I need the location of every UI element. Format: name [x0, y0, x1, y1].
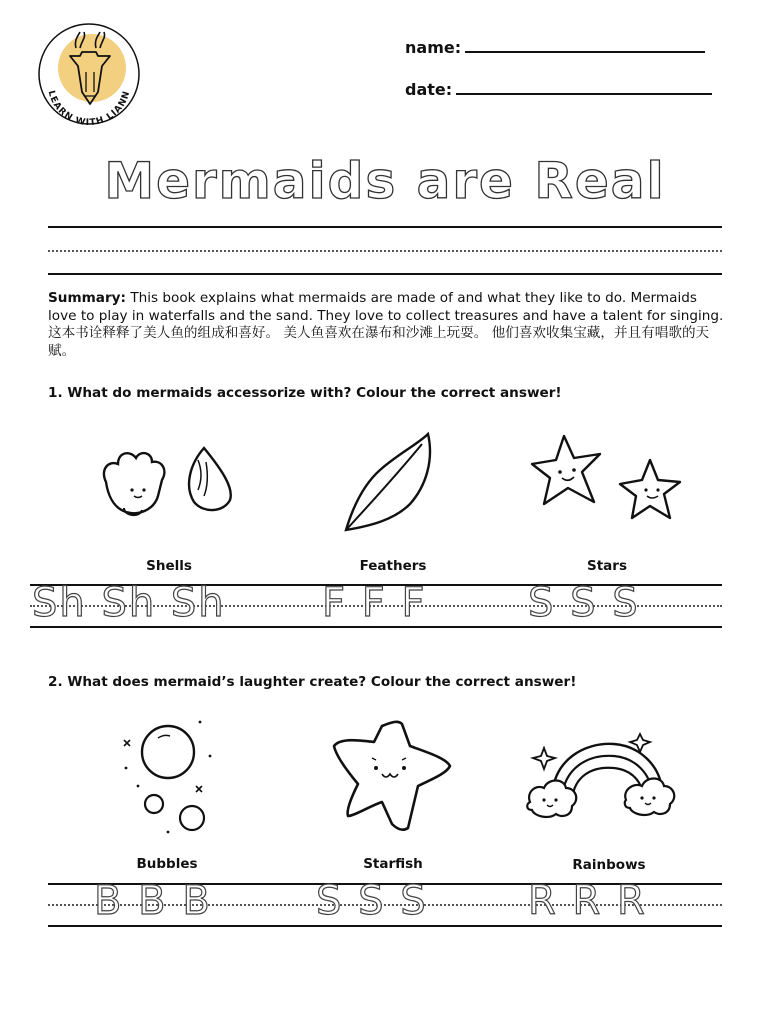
trace-bubbles[interactable]: B B B	[94, 878, 212, 924]
trace-starfish[interactable]: S S S	[316, 878, 428, 924]
option-stars[interactable]: Stars	[587, 558, 627, 574]
rainbow-illustration[interactable]	[522, 730, 672, 850]
summary-text: This book explains what mermaids are made of and what they like to do. Mermaids love to play in waterfalls and the sand. They love to collect treasures and have a talent for singing. 这本书诠释释了美人鱼的组成和喜好。 美人鱼喜欢在瀑布和沙滩上玩耍。 他们喜欢收集宝藏，并且有唱歌的天赋。	[48, 290, 724, 359]
trace-shells[interactable]: Sh Sh Sh	[32, 580, 226, 626]
trace-rainbows[interactable]: R R R	[528, 878, 647, 924]
shells-illustration[interactable]	[94, 430, 244, 550]
logo-text: LEARN WITH LIANN	[45, 89, 133, 129]
option-starfish[interactable]: Starfish	[363, 856, 423, 872]
option-bubbles[interactable]: Bubbles	[136, 856, 198, 872]
feather-illustration[interactable]	[318, 430, 468, 550]
name-field[interactable]	[405, 38, 705, 57]
option-rainbows[interactable]: Rainbows	[572, 857, 646, 873]
question-1: 1. What do mermaids accessorize with? Colour the correct answer!	[48, 385, 562, 401]
writing-line-top	[48, 226, 722, 228]
name-label: name:	[405, 38, 462, 57]
writing-line-mid	[48, 250, 722, 252]
date-label: date:	[405, 80, 453, 99]
date-line[interactable]	[456, 93, 712, 95]
page-title: Mermaids are Real	[104, 152, 666, 210]
starfish-illustration[interactable]	[326, 716, 476, 836]
trace-line-bottom-1	[30, 626, 722, 628]
writing-line-bottom	[48, 273, 722, 275]
stars-illustration[interactable]	[528, 430, 678, 550]
summary	[48, 290, 724, 360]
bubbles-illustration[interactable]	[108, 716, 258, 836]
trace-feathers[interactable]: F F F	[322, 580, 427, 626]
trace-line-bottom-2	[48, 925, 722, 927]
question-2: 2. What does mermaid’s laughter create? Colour the correct answer!	[48, 674, 577, 690]
option-shells[interactable]: Shells	[146, 558, 192, 574]
trace-stars[interactable]: S S S	[528, 580, 640, 626]
name-line[interactable]	[465, 51, 705, 53]
date-field[interactable]	[405, 80, 712, 99]
brand-logo	[34, 22, 144, 132]
option-feathers[interactable]: Feathers	[359, 558, 427, 574]
logo-circle	[58, 34, 126, 102]
summary-label: Summary:	[48, 290, 126, 306]
